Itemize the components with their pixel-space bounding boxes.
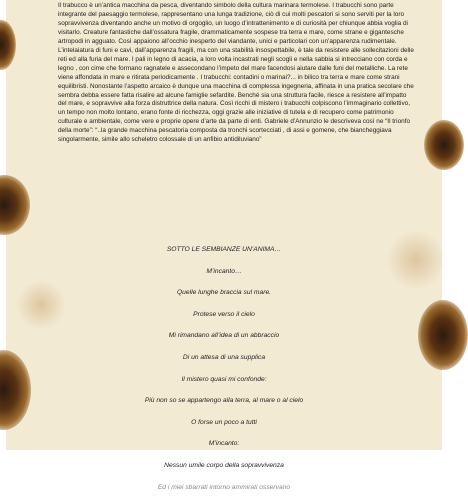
poem	[6, 245, 442, 504]
poem-line: M’incanto…	[206, 267, 242, 275]
burn-mark	[0, 175, 30, 235]
poem-line: Protese verso il cielo	[193, 310, 255, 318]
poem-line: M’incanto:	[208, 440, 240, 448]
poem-line: Ed i miei sbarrati intorno ammirati osservano	[157, 483, 291, 491]
body-paragraph: Il trabucco è un’antica macchina da pesca, diventando simbolo della cultura marinara termolese. I trabucchi sono parte integrante del paesaggio termolese, rappresentano una lunga tradizione, ciò di cui molti pescatori si sono serviti per la loro sopravvivenza diventando anche un motivo di orgoglio, un luogo d’intrattenimento e di curiosità per chiunque abbia voglia di visitarlo. Creature fantastiche dall’ossatura fragile, drammaticamente sospese tra terra e mare, come strane e gigantesche artropodi in agguato. Così appaiono all’occhio inesperto del viandante, unici e particolari con un’apparenza rudimentale. L’intelaiatura di funi e cavi, dall’apparenza fragili, ma con una stabilità insospettabile, è tale da resistere alle sollecitazioni delle reti ed alla furia del mare. I pali in legno di acacia, a loro volta incastrati negli scogli e nella sabbia si intrecciano con corda e legno , con cime che formano ragnatele e assecondano l’impeto del mare facendosi aiutare dalle funi del metalliche. La rete viene affondata in mare e ritirata periodicamente . I trabucchi: contadini o marinai?... in bilico tra terra e mare come strani equilibristi. Nonostante l’aspetto arcaico è dunque una macchina di complessa ingegneria, affinata in una pratica secolare che sembra debba essere fatta risalire ad alcune famiglie sefardite. Benché sia una struttura facile, riesce a resistere all’impatto del mare, e sopravvive alla forza distruttrice della natura. Così ricchi di mistero i trabucchi colpiscono l’immaginario collettivo, un tempo non molto lontano, erano fonte di ricchezza, oggi grazie alle iniziative di tutela e di recupero come patrimonio culturale e ambientale, come vere e proprie opere d’arte da parte di enti. Gabriele d’Annunzio le descriveva così ne “Il trionfo della morte”: “..la grande macchina pescatoria composta da tronchi scortecciati , di assi e gomene, che biancheggiava singolarmente, simile allo scheletro colossale di un anfibio antidiluviano”	[58, 2, 414, 144]
document-page	[6, 0, 442, 491]
poem-line: Mi rimandano all’idea di un abbraccio	[168, 332, 280, 340]
poem-line: Il mistero quasi mi confonde:	[181, 375, 267, 383]
burn-mark	[0, 20, 16, 70]
poem-line: Quelle lunghe braccia sul mare.	[176, 289, 272, 297]
poem-line: O forse un poco a tutti	[191, 418, 257, 426]
poem-line: Nessun umile corpo della sopravvivenza	[164, 461, 284, 469]
poem-line: Di un attesa di una supplica	[182, 353, 266, 361]
burn-mark	[424, 120, 464, 170]
poem-line: Più non so se appartengo alla terra, al mare o al cielo	[144, 397, 304, 405]
poem-title: SOTTO LE SEMBIANZE UN’ANIMA…	[166, 246, 282, 253]
